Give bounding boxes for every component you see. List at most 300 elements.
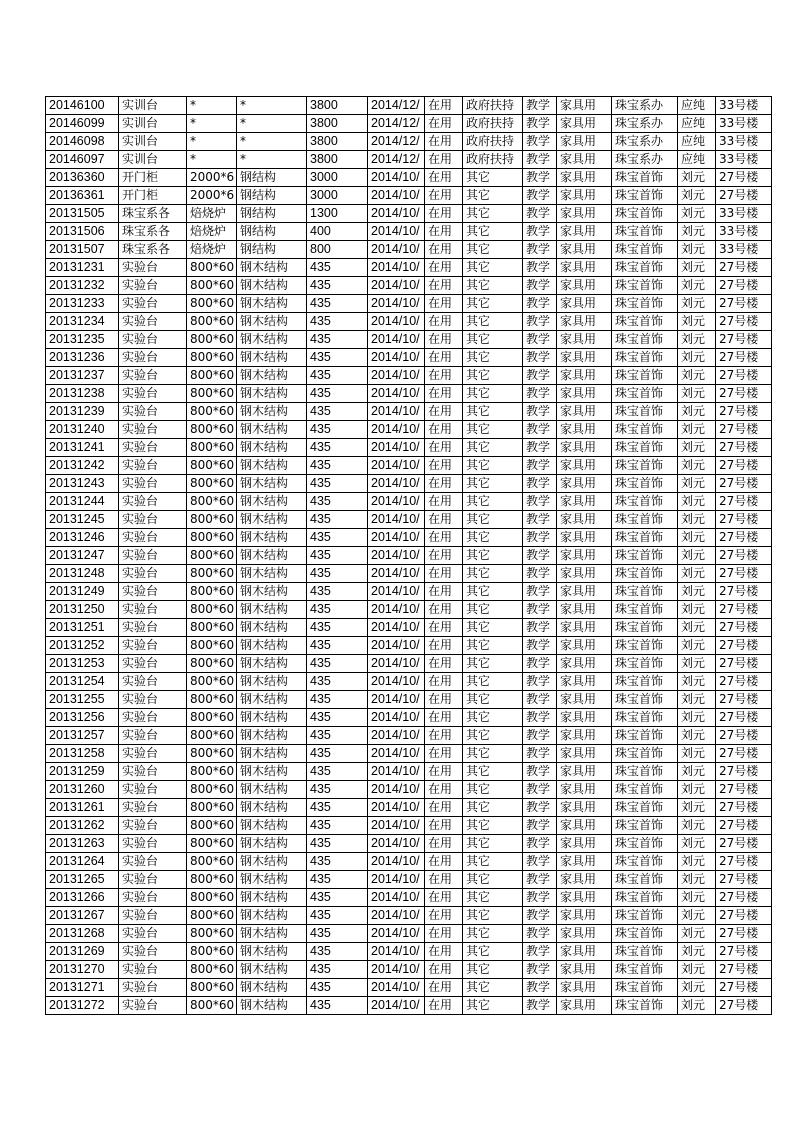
location-cell: 27号楼 bbox=[716, 871, 772, 889]
spec-cell: 800*60 bbox=[187, 493, 237, 511]
name-cell: 实验台 bbox=[119, 637, 187, 655]
amount-cell: 435 bbox=[307, 619, 368, 637]
model-cell: 钢木结构 bbox=[237, 691, 307, 709]
amount-cell: 3800 bbox=[307, 133, 368, 151]
amount-cell: 435 bbox=[307, 961, 368, 979]
location-cell: 27号楼 bbox=[716, 727, 772, 745]
amount-cell: 435 bbox=[307, 313, 368, 331]
spec-cell: 800*60 bbox=[187, 601, 237, 619]
usage-cell: 教学 bbox=[523, 637, 557, 655]
table-row bbox=[46, 709, 772, 727]
asset-id-cell: 20131254 bbox=[46, 673, 119, 691]
spec-cell: 800*60 bbox=[187, 331, 237, 349]
date-cell: 2014/10/ bbox=[368, 403, 425, 421]
spec-cell: 800*60 bbox=[187, 475, 237, 493]
location-cell: 27号楼 bbox=[716, 601, 772, 619]
usage-cell: 教学 bbox=[523, 115, 557, 133]
asset-id-cell: 20131239 bbox=[46, 403, 119, 421]
asset-id-cell: 20131234 bbox=[46, 313, 119, 331]
department-cell: 珠宝首饰 bbox=[612, 475, 678, 493]
table-row bbox=[46, 205, 772, 223]
department-cell: 珠宝首饰 bbox=[612, 349, 678, 367]
department-cell: 珠宝首饰 bbox=[612, 313, 678, 331]
name-cell: 实验台 bbox=[119, 511, 187, 529]
spec-cell: 800*60 bbox=[187, 691, 237, 709]
manager-cell: 刘元 bbox=[678, 979, 716, 997]
model-cell: 钢木结构 bbox=[237, 529, 307, 547]
model-cell: 钢木结构 bbox=[237, 907, 307, 925]
asset-id-cell: 20131255 bbox=[46, 691, 119, 709]
manager-cell: 刘元 bbox=[678, 619, 716, 637]
spec-cell: 焙烧炉 bbox=[187, 241, 237, 259]
status-cell: 在用 bbox=[425, 169, 463, 187]
asset-id-cell: 20131244 bbox=[46, 493, 119, 511]
spec-cell: 800*60 bbox=[187, 889, 237, 907]
category-cell: 家具用 bbox=[557, 313, 612, 331]
manager-cell: 刘元 bbox=[678, 835, 716, 853]
location-cell: 27号楼 bbox=[716, 907, 772, 925]
usage-cell: 教学 bbox=[523, 583, 557, 601]
department-cell: 珠宝首饰 bbox=[612, 529, 678, 547]
asset-id-cell: 20131263 bbox=[46, 835, 119, 853]
department-cell: 珠宝首饰 bbox=[612, 835, 678, 853]
manager-cell: 刘元 bbox=[678, 313, 716, 331]
source-cell: 其它 bbox=[463, 511, 523, 529]
amount-cell: 435 bbox=[307, 853, 368, 871]
usage-cell: 教学 bbox=[523, 493, 557, 511]
source-cell: 其它 bbox=[463, 259, 523, 277]
date-cell: 2014/10/ bbox=[368, 439, 425, 457]
department-cell: 珠宝首饰 bbox=[612, 979, 678, 997]
spec-cell: 800*60 bbox=[187, 367, 237, 385]
category-cell: 家具用 bbox=[557, 133, 612, 151]
table-row bbox=[46, 637, 772, 655]
date-cell: 2014/10/ bbox=[368, 619, 425, 637]
source-cell: 其它 bbox=[463, 349, 523, 367]
source-cell: 其它 bbox=[463, 277, 523, 295]
category-cell: 家具用 bbox=[557, 763, 612, 781]
amount-cell: 435 bbox=[307, 889, 368, 907]
status-cell: 在用 bbox=[425, 979, 463, 997]
amount-cell: 435 bbox=[307, 997, 368, 1015]
model-cell: 钢木结构 bbox=[237, 583, 307, 601]
table-row bbox=[46, 799, 772, 817]
model-cell: 钢木结构 bbox=[237, 475, 307, 493]
table-row bbox=[46, 439, 772, 457]
name-cell: 实验台 bbox=[119, 583, 187, 601]
table-row bbox=[46, 907, 772, 925]
source-cell: 其它 bbox=[463, 889, 523, 907]
amount-cell: 435 bbox=[307, 745, 368, 763]
status-cell: 在用 bbox=[425, 853, 463, 871]
model-cell: 钢木结构 bbox=[237, 601, 307, 619]
status-cell: 在用 bbox=[425, 115, 463, 133]
location-cell: 27号楼 bbox=[716, 961, 772, 979]
spec-cell: 800*60 bbox=[187, 421, 237, 439]
asset-id-cell: 20131269 bbox=[46, 943, 119, 961]
spec-cell: 800*60 bbox=[187, 709, 237, 727]
name-cell: 珠宝系各 bbox=[119, 223, 187, 241]
name-cell: 实验台 bbox=[119, 961, 187, 979]
department-cell: 珠宝首饰 bbox=[612, 511, 678, 529]
manager-cell: 刘元 bbox=[678, 925, 716, 943]
model-cell: 钢结构 bbox=[237, 187, 307, 205]
amount-cell: 435 bbox=[307, 331, 368, 349]
status-cell: 在用 bbox=[425, 151, 463, 169]
spec-cell: 800*60 bbox=[187, 781, 237, 799]
category-cell: 家具用 bbox=[557, 457, 612, 475]
date-cell: 2014/10/ bbox=[368, 817, 425, 835]
date-cell: 2014/10/ bbox=[368, 727, 425, 745]
department-cell: 珠宝首饰 bbox=[612, 259, 678, 277]
amount-cell: 3000 bbox=[307, 187, 368, 205]
manager-cell: 刘元 bbox=[678, 205, 716, 223]
usage-cell: 教学 bbox=[523, 835, 557, 853]
date-cell: 2014/10/ bbox=[368, 223, 425, 241]
table-row bbox=[46, 115, 772, 133]
name-cell: 实验台 bbox=[119, 565, 187, 583]
amount-cell: 435 bbox=[307, 349, 368, 367]
status-cell: 在用 bbox=[425, 439, 463, 457]
manager-cell: 刘元 bbox=[678, 781, 716, 799]
table-row bbox=[46, 673, 772, 691]
usage-cell: 教学 bbox=[523, 241, 557, 259]
name-cell: 实验台 bbox=[119, 385, 187, 403]
source-cell: 其它 bbox=[463, 529, 523, 547]
name-cell: 实验台 bbox=[119, 619, 187, 637]
model-cell: 钢木结构 bbox=[237, 637, 307, 655]
category-cell: 家具用 bbox=[557, 997, 612, 1015]
asset-table bbox=[45, 96, 772, 1015]
status-cell: 在用 bbox=[425, 637, 463, 655]
usage-cell: 教学 bbox=[523, 295, 557, 313]
date-cell: 2014/12/ bbox=[368, 151, 425, 169]
department-cell: 珠宝首饰 bbox=[612, 673, 678, 691]
model-cell: 钢木结构 bbox=[237, 493, 307, 511]
spec-cell: 800*60 bbox=[187, 457, 237, 475]
model-cell: 钢木结构 bbox=[237, 835, 307, 853]
name-cell: 实验台 bbox=[119, 349, 187, 367]
asset-id-cell: 20131241 bbox=[46, 439, 119, 457]
name-cell: 实验台 bbox=[119, 745, 187, 763]
name-cell: 实验台 bbox=[119, 457, 187, 475]
location-cell: 27号楼 bbox=[716, 187, 772, 205]
category-cell: 家具用 bbox=[557, 619, 612, 637]
category-cell: 家具用 bbox=[557, 925, 612, 943]
department-cell: 珠宝首饰 bbox=[612, 223, 678, 241]
status-cell: 在用 bbox=[425, 709, 463, 727]
manager-cell: 刘元 bbox=[678, 691, 716, 709]
usage-cell: 教学 bbox=[523, 763, 557, 781]
model-cell: 钢木结构 bbox=[237, 439, 307, 457]
asset-id-cell: 20131247 bbox=[46, 547, 119, 565]
department-cell: 珠宝首饰 bbox=[612, 709, 678, 727]
source-cell: 其它 bbox=[463, 979, 523, 997]
manager-cell: 刘元 bbox=[678, 763, 716, 781]
source-cell: 其它 bbox=[463, 691, 523, 709]
model-cell: 钢木结构 bbox=[237, 763, 307, 781]
status-cell: 在用 bbox=[425, 889, 463, 907]
status-cell: 在用 bbox=[425, 133, 463, 151]
model-cell: 钢结构 bbox=[237, 223, 307, 241]
table-row bbox=[46, 313, 772, 331]
spec-cell: 800*60 bbox=[187, 763, 237, 781]
model-cell: 钢木结构 bbox=[237, 961, 307, 979]
manager-cell: 刘元 bbox=[678, 493, 716, 511]
table-row bbox=[46, 655, 772, 673]
spec-cell: 800*60 bbox=[187, 997, 237, 1015]
manager-cell: 刘元 bbox=[678, 583, 716, 601]
manager-cell: 刘元 bbox=[678, 943, 716, 961]
amount-cell: 435 bbox=[307, 871, 368, 889]
table-row bbox=[46, 727, 772, 745]
department-cell: 珠宝首饰 bbox=[612, 655, 678, 673]
model-cell: 钢木结构 bbox=[237, 889, 307, 907]
department-cell: 珠宝首饰 bbox=[612, 565, 678, 583]
department-cell: 珠宝首饰 bbox=[612, 943, 678, 961]
department-cell: 珠宝系办 bbox=[612, 133, 678, 151]
source-cell: 其它 bbox=[463, 385, 523, 403]
source-cell: 其它 bbox=[463, 331, 523, 349]
source-cell: 政府扶持 bbox=[463, 151, 523, 169]
category-cell: 家具用 bbox=[557, 637, 612, 655]
location-cell: 27号楼 bbox=[716, 925, 772, 943]
table-row bbox=[46, 565, 772, 583]
usage-cell: 教学 bbox=[523, 619, 557, 637]
source-cell: 其它 bbox=[463, 637, 523, 655]
date-cell: 2014/10/ bbox=[368, 907, 425, 925]
model-cell: 钢木结构 bbox=[237, 745, 307, 763]
status-cell: 在用 bbox=[425, 367, 463, 385]
status-cell: 在用 bbox=[425, 277, 463, 295]
model-cell: 钢木结构 bbox=[237, 457, 307, 475]
model-cell: 钢木结构 bbox=[237, 313, 307, 331]
source-cell: 其它 bbox=[463, 169, 523, 187]
table-row bbox=[46, 961, 772, 979]
category-cell: 家具用 bbox=[557, 979, 612, 997]
manager-cell: 刘元 bbox=[678, 259, 716, 277]
amount-cell: 435 bbox=[307, 655, 368, 673]
asset-id-cell: 20131262 bbox=[46, 817, 119, 835]
asset-id-cell: 20131264 bbox=[46, 853, 119, 871]
amount-cell: 435 bbox=[307, 511, 368, 529]
usage-cell: 教学 bbox=[523, 547, 557, 565]
department-cell: 珠宝首饰 bbox=[612, 763, 678, 781]
table-row bbox=[46, 295, 772, 313]
department-cell: 珠宝首饰 bbox=[612, 241, 678, 259]
manager-cell: 刘元 bbox=[678, 997, 716, 1015]
source-cell: 其它 bbox=[463, 421, 523, 439]
category-cell: 家具用 bbox=[557, 835, 612, 853]
asset-id-cell: 20131261 bbox=[46, 799, 119, 817]
asset-id-cell: 20131232 bbox=[46, 277, 119, 295]
name-cell: 实训台 bbox=[119, 115, 187, 133]
source-cell: 其它 bbox=[463, 457, 523, 475]
name-cell: 实验台 bbox=[119, 889, 187, 907]
table-row bbox=[46, 169, 772, 187]
table-row bbox=[46, 943, 772, 961]
status-cell: 在用 bbox=[425, 403, 463, 421]
spec-cell: 800*60 bbox=[187, 511, 237, 529]
table-row bbox=[46, 151, 772, 169]
usage-cell: 教学 bbox=[523, 457, 557, 475]
source-cell: 其它 bbox=[463, 313, 523, 331]
name-cell: 实训台 bbox=[119, 97, 187, 115]
asset-id-cell: 20131507 bbox=[46, 241, 119, 259]
location-cell: 27号楼 bbox=[716, 997, 772, 1015]
source-cell: 政府扶持 bbox=[463, 115, 523, 133]
name-cell: 实验台 bbox=[119, 781, 187, 799]
category-cell: 家具用 bbox=[557, 115, 612, 133]
asset-id-cell: 20131238 bbox=[46, 385, 119, 403]
manager-cell: 刘元 bbox=[678, 601, 716, 619]
date-cell: 2014/10/ bbox=[368, 889, 425, 907]
date-cell: 2014/10/ bbox=[368, 331, 425, 349]
table-row bbox=[46, 457, 772, 475]
status-cell: 在用 bbox=[425, 601, 463, 619]
manager-cell: 刘元 bbox=[678, 223, 716, 241]
manager-cell: 刘元 bbox=[678, 331, 716, 349]
status-cell: 在用 bbox=[425, 673, 463, 691]
source-cell: 其它 bbox=[463, 727, 523, 745]
amount-cell: 435 bbox=[307, 439, 368, 457]
source-cell: 其它 bbox=[463, 925, 523, 943]
manager-cell: 应纯 bbox=[678, 97, 716, 115]
asset-id-cell: 20131506 bbox=[46, 223, 119, 241]
model-cell: 钢木结构 bbox=[237, 421, 307, 439]
amount-cell: 3800 bbox=[307, 97, 368, 115]
date-cell: 2014/10/ bbox=[368, 187, 425, 205]
status-cell: 在用 bbox=[425, 835, 463, 853]
model-cell: * bbox=[237, 97, 307, 115]
category-cell: 家具用 bbox=[557, 583, 612, 601]
source-cell: 其它 bbox=[463, 961, 523, 979]
model-cell: 钢木结构 bbox=[237, 511, 307, 529]
category-cell: 家具用 bbox=[557, 853, 612, 871]
table-row bbox=[46, 997, 772, 1015]
name-cell: 实验台 bbox=[119, 979, 187, 997]
usage-cell: 教学 bbox=[523, 529, 557, 547]
usage-cell: 教学 bbox=[523, 727, 557, 745]
status-cell: 在用 bbox=[425, 547, 463, 565]
location-cell: 27号楼 bbox=[716, 853, 772, 871]
location-cell: 27号楼 bbox=[716, 763, 772, 781]
department-cell: 珠宝首饰 bbox=[612, 439, 678, 457]
name-cell: 实验台 bbox=[119, 907, 187, 925]
date-cell: 2014/10/ bbox=[368, 853, 425, 871]
spec-cell: 800*60 bbox=[187, 565, 237, 583]
category-cell: 家具用 bbox=[557, 97, 612, 115]
manager-cell: 刘元 bbox=[678, 547, 716, 565]
usage-cell: 教学 bbox=[523, 169, 557, 187]
table-row bbox=[46, 979, 772, 997]
asset-id-cell: 20131272 bbox=[46, 997, 119, 1015]
name-cell: 实验台 bbox=[119, 547, 187, 565]
category-cell: 家具用 bbox=[557, 385, 612, 403]
usage-cell: 教学 bbox=[523, 403, 557, 421]
model-cell: * bbox=[237, 115, 307, 133]
asset-id-cell: 20131258 bbox=[46, 745, 119, 763]
date-cell: 2014/10/ bbox=[368, 529, 425, 547]
spec-cell: 800*60 bbox=[187, 655, 237, 673]
category-cell: 家具用 bbox=[557, 673, 612, 691]
date-cell: 2014/10/ bbox=[368, 241, 425, 259]
date-cell: 2014/10/ bbox=[368, 601, 425, 619]
source-cell: 其它 bbox=[463, 673, 523, 691]
spec-cell: 800*60 bbox=[187, 925, 237, 943]
source-cell: 政府扶持 bbox=[463, 133, 523, 151]
model-cell: 钢木结构 bbox=[237, 349, 307, 367]
source-cell: 其它 bbox=[463, 601, 523, 619]
manager-cell: 刘元 bbox=[678, 511, 716, 529]
source-cell: 政府扶持 bbox=[463, 97, 523, 115]
table-row bbox=[46, 619, 772, 637]
asset-id-cell: 20146097 bbox=[46, 151, 119, 169]
date-cell: 2014/10/ bbox=[368, 835, 425, 853]
source-cell: 其它 bbox=[463, 997, 523, 1015]
status-cell: 在用 bbox=[425, 259, 463, 277]
category-cell: 家具用 bbox=[557, 961, 612, 979]
model-cell: 钢结构 bbox=[237, 169, 307, 187]
name-cell: 实验台 bbox=[119, 943, 187, 961]
date-cell: 2014/10/ bbox=[368, 943, 425, 961]
date-cell: 2014/10/ bbox=[368, 745, 425, 763]
spec-cell: 800*60 bbox=[187, 979, 237, 997]
date-cell: 2014/10/ bbox=[368, 709, 425, 727]
table-row bbox=[46, 493, 772, 511]
source-cell: 其它 bbox=[463, 799, 523, 817]
spec-cell: 800*60 bbox=[187, 439, 237, 457]
department-cell: 珠宝首饰 bbox=[612, 583, 678, 601]
location-cell: 33号楼 bbox=[716, 205, 772, 223]
manager-cell: 刘元 bbox=[678, 385, 716, 403]
date-cell: 2014/10/ bbox=[368, 673, 425, 691]
status-cell: 在用 bbox=[425, 223, 463, 241]
name-cell: 实验台 bbox=[119, 763, 187, 781]
name-cell: 实验台 bbox=[119, 799, 187, 817]
usage-cell: 教学 bbox=[523, 511, 557, 529]
department-cell: 珠宝首饰 bbox=[612, 601, 678, 619]
department-cell: 珠宝首饰 bbox=[612, 403, 678, 421]
spec-cell: 800*60 bbox=[187, 547, 237, 565]
source-cell: 其它 bbox=[463, 403, 523, 421]
date-cell: 2014/10/ bbox=[368, 763, 425, 781]
table-row bbox=[46, 781, 772, 799]
name-cell: 实验台 bbox=[119, 817, 187, 835]
usage-cell: 教学 bbox=[523, 277, 557, 295]
department-cell: 珠宝首饰 bbox=[612, 889, 678, 907]
model-cell: 钢木结构 bbox=[237, 619, 307, 637]
manager-cell: 刘元 bbox=[678, 439, 716, 457]
name-cell: 实验台 bbox=[119, 727, 187, 745]
category-cell: 家具用 bbox=[557, 223, 612, 241]
table-row bbox=[46, 925, 772, 943]
amount-cell: 435 bbox=[307, 673, 368, 691]
department-cell: 珠宝首饰 bbox=[612, 907, 678, 925]
table-row bbox=[46, 475, 772, 493]
usage-cell: 教学 bbox=[523, 781, 557, 799]
category-cell: 家具用 bbox=[557, 259, 612, 277]
asset-id-cell: 20131505 bbox=[46, 205, 119, 223]
model-cell: 钢木结构 bbox=[237, 943, 307, 961]
status-cell: 在用 bbox=[425, 691, 463, 709]
usage-cell: 教学 bbox=[523, 889, 557, 907]
amount-cell: 435 bbox=[307, 259, 368, 277]
asset-id-cell: 20146098 bbox=[46, 133, 119, 151]
status-cell: 在用 bbox=[425, 97, 463, 115]
name-cell: 开门柜 bbox=[119, 187, 187, 205]
date-cell: 2014/10/ bbox=[368, 799, 425, 817]
